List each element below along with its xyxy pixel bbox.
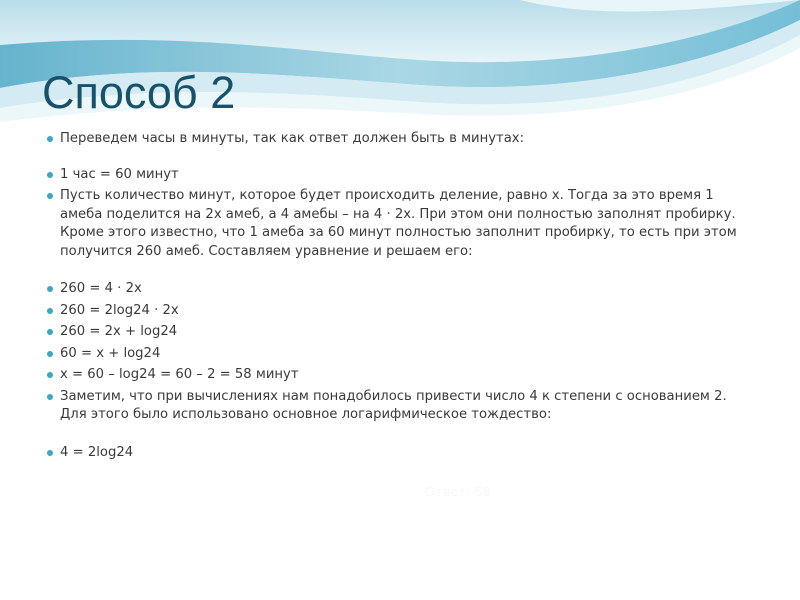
list-item (46, 345, 746, 364)
bullet-icon (47, 450, 53, 456)
bullet-icon (47, 136, 53, 142)
bullet-icon (47, 351, 53, 357)
item-text: 60 = х + log24 (60, 345, 161, 361)
item-text: 260 = 2log24 · 2х (60, 302, 179, 318)
bullet-icon (47, 372, 53, 378)
item-text: Пусть количество минут, которое будет происходить деление, равно х. Тогда за это время 1 амеба поделится на 2х амеб, а 4 амебы – на 4 · 2х. При этом они полностью заполнят пробирку. Кроме этого известно, что 1 амеба за 60 минут полностью заполнит пробирку, то есть при этом получится 260 амеб. Составляем уравнение и решаем его: (60, 188, 737, 259)
faint-answer-text: Ответ: 58 (425, 484, 492, 499)
slide-title: Способ 2 (42, 67, 236, 118)
item-text: Переведем часы в минуты, так как ответ должен быть в минутах: (60, 131, 525, 146)
bullet-list (46, 130, 746, 462)
list-item (46, 280, 746, 299)
list-item (46, 323, 746, 342)
bullet-icon (47, 172, 53, 178)
bullet-icon (47, 308, 53, 314)
list-item (46, 388, 746, 425)
list-item (46, 166, 746, 185)
item-text: х = 60 – log24 = 60 – 2 = 58 минут (60, 367, 299, 382)
bullet-icon (47, 329, 53, 335)
list-item (46, 444, 746, 463)
bullet-icon (47, 394, 53, 400)
list-item (46, 302, 746, 321)
item-text: 4 = 2log24 (60, 444, 134, 460)
item-text: 260 = 2х + log24 (60, 324, 178, 339)
list-item (46, 366, 746, 385)
bullet-icon (47, 193, 53, 199)
list-item (46, 130, 746, 149)
bullet-icon (47, 286, 53, 292)
item-text: Заметим, что при вычислениях нам понадобилось привести число 4 к степени с основанием 2. Для этого было использовано основное логарифмическое тождество: (60, 388, 727, 422)
item-text: 1 час = 60 минут (60, 166, 179, 182)
item-text: 260 = 4 · 2х (60, 281, 142, 296)
list-item (46, 187, 746, 261)
